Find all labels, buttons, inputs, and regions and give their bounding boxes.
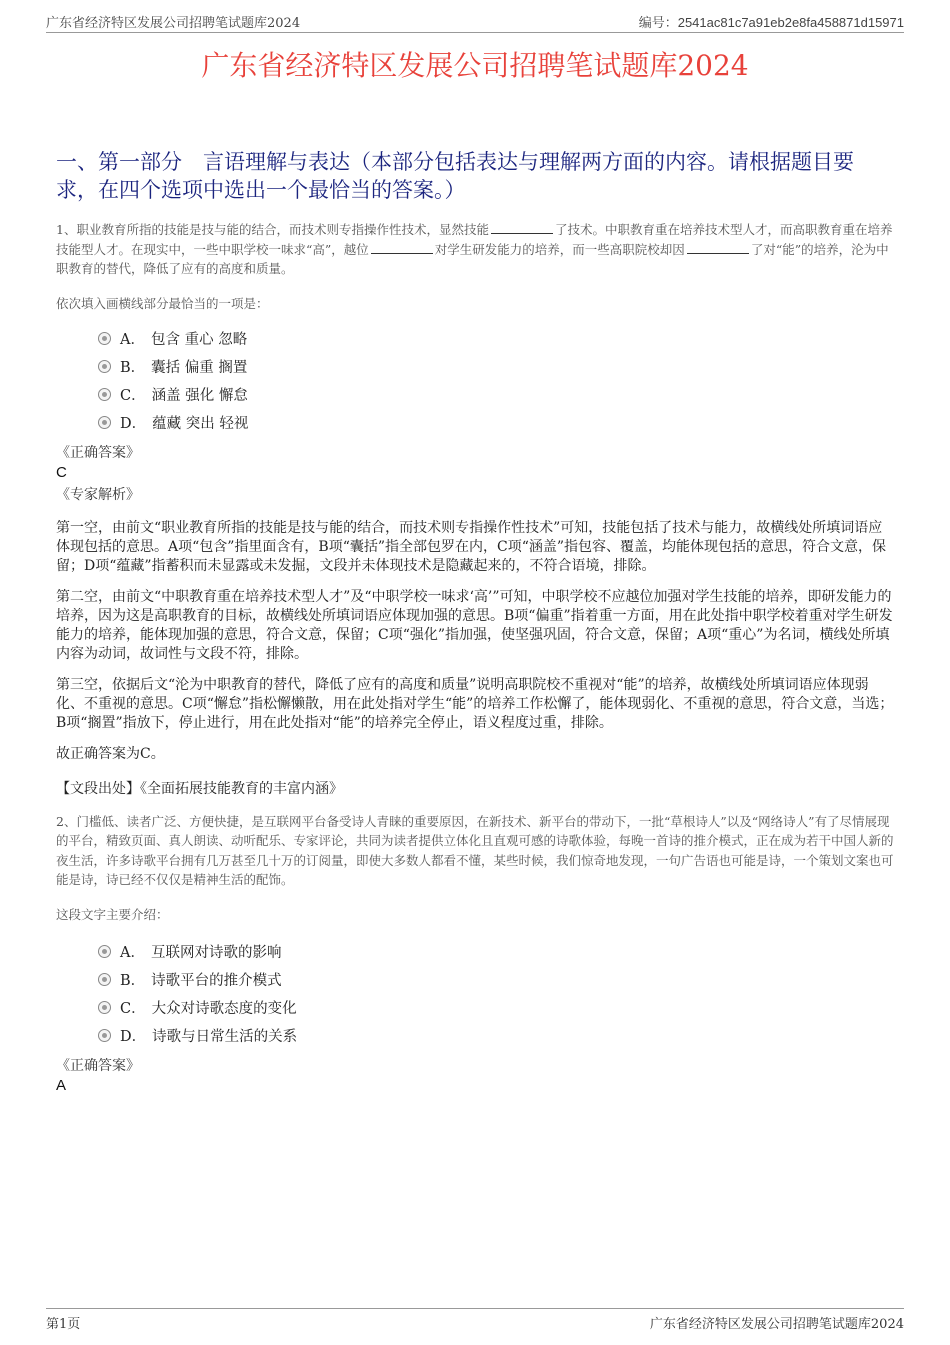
radio-icon[interactable]	[98, 388, 111, 401]
q1-analysis-conclusion: 故正确答案为C。	[56, 745, 165, 762]
q1-answer-value: C	[56, 463, 67, 481]
question-2-prompt: 这段文字主要介绍：	[56, 906, 169, 922]
option-letter: D．	[120, 1029, 147, 1045]
option-letter: B．	[120, 360, 146, 376]
q1-text-part-1: 1、职业教育所指的技能是技与能的结合，而技术则专指操作性技术，显然技能	[56, 222, 489, 237]
q2-answer-value: A	[56, 1076, 67, 1094]
q2-answer-label: 《正确答案》	[56, 1057, 140, 1074]
q1-analysis-para-2: 第二空，由前文“中职教育重在培养技术型人才”及“中职学校一味求‘高’”可知，中职学校不应越位加强对学生技能的培养，即研发能力的培养，因为这是高职教育的目标，故横线处所填词语应体现加强的意思。B项“偏重”指着重一方面，用在此处指中职学校着重对学生研发能力的培养，能体现加强的意思，符合文意，保留；C项“强化”指加强，使坚强巩固，符合文意，保留；A项“重心”为名词，横线处所填内容为动词，故词性与文段不符，排除。	[56, 588, 893, 662]
radio-icon[interactable]	[98, 1001, 111, 1014]
main-content	[56, 220, 894, 1096]
q1-blank-2	[371, 241, 433, 254]
q1-option-b[interactable]	[98, 353, 894, 381]
option-text: 诗歌与日常生活的关系	[152, 1029, 298, 1045]
option-text: 互联网对诗歌的影响	[150, 945, 282, 961]
q1-text-part-3: 对学生研发能力的培养，而一些高职院校却因	[434, 241, 685, 257]
radio-icon[interactable]	[98, 945, 111, 958]
header-doc-code	[639, 12, 904, 31]
page-title: 广东省经济特区发展公司招聘笔试题库2024	[201, 49, 749, 82]
radio-icon[interactable]	[98, 360, 111, 373]
radio-icon[interactable]	[98, 973, 111, 986]
q1-option-d[interactable]	[98, 409, 894, 437]
q1-source: 【文段出处】《全面拓展技能教育的丰富内涵》	[56, 780, 343, 797]
option-text: 大众对诗歌态度的变化	[151, 1001, 297, 1017]
option-text: 蕴藏 突出 轻视	[152, 416, 249, 432]
q1-analysis-para-1: 第一空，由前文“职业教育所指的技能是技与能的结合，而技术则专指操作性技术”可知，技能包括了技术与能力，故横线处所填词语应体现包括的意思。A项“包含”指里面含有，B项“囊括”指全部包罗在内，C项“涵盖”指包容、覆盖，均能体现包括的意思，符合文意，保留；D项“蕴藏”指蓄积而未显露或未发掘，文段并未体现技术是隐藏起来的，不符合语境，排除。	[56, 519, 887, 574]
question-1-prompt: 依次填入画横线部分最恰当的一项是：	[56, 295, 269, 311]
radio-icon[interactable]	[98, 332, 111, 345]
radio-icon[interactable]	[98, 1029, 111, 1042]
footer-divider	[46, 1308, 904, 1309]
option-letter: B．	[120, 973, 146, 989]
option-text: 包含 重心 忽略	[150, 332, 248, 348]
q2-option-c[interactable]	[98, 994, 894, 1022]
section-heading: 一、第一部分 言语理解与表达（本部分包括表达与理解两方面的内容。请根据题目要求，在四个选项中选出一个最恰当的答案。）	[56, 150, 854, 202]
header-code-label: 编号：	[638, 16, 678, 31]
q1-blank-3	[687, 241, 749, 254]
header-code-value: 2541ac81c7a91eb2e8fa458871d15971	[677, 15, 904, 30]
question-2-text: 2、门槛低、读者广泛、方便快捷，是互联网平台备受诗人青睐的重要原因，在新技术、新平台的带动下，一批“草根诗人”以及“网络诗人”有了尽情展现的平台，精致页面、真人朗读、动听配乐、专家评论，共同为读者提供立体化且直观可感的诗歌体验，每晚一首诗的推介模式，正在成为若干中国人新的夜生活，许多诗歌平台拥有几万甚至几十万的订阅量，即使大多数人都看不懂，某些时候，我们惊奇地发现，一句广告语也可能是诗，一个策划文案也可能是诗，诗已经不仅仅是精神生活的配饰。	[56, 813, 894, 887]
radio-icon[interactable]	[98, 416, 111, 429]
q1-option-c[interactable]	[98, 381, 894, 409]
option-letter: D．	[120, 416, 147, 432]
question-2-options	[98, 938, 894, 1050]
q1-text-part-2: 了技术。中职教育重在培养技术型人才，而高职教育重在培养技能型人才。在现实中，一些中职学校一味求“高”，越位	[56, 222, 893, 257]
option-letter: A．	[120, 332, 145, 348]
option-letter: C．	[120, 388, 146, 404]
q1-answer-label: 《正确答案》	[56, 444, 140, 461]
footer-page-number: 第1页	[46, 1317, 81, 1332]
q2-option-b[interactable]	[98, 966, 894, 994]
header-doc-title: 广东省经济特区发展公司招聘笔试题库2024	[46, 16, 301, 31]
q1-blank-1	[491, 221, 553, 234]
footer-doc-title: 广东省经济特区发展公司招聘笔试题库2024	[649, 1317, 904, 1332]
option-letter: C．	[120, 1001, 146, 1017]
question-1-options	[98, 325, 894, 437]
option-letter: A．	[120, 945, 145, 961]
q2-option-d[interactable]	[98, 1022, 894, 1050]
option-text: 囊括 偏重 搁置	[151, 360, 248, 376]
q1-analysis-label: 《专家解析》	[56, 486, 140, 503]
question-1-text	[56, 220, 894, 279]
q1-option-a[interactable]	[98, 325, 894, 353]
q1-text-part-4: 了对“能”的培养，沦为中职教育的替代，降低了应有的高度和质量。	[56, 241, 889, 276]
q2-option-a[interactable]	[98, 938, 894, 966]
q1-analysis-para-3: 第三空，依据后文“沦为中职教育的替代，降低了应有的高度和质量”说明高职院校不重视对“能”的培养，故横线处所填词语应体现弱化、不重视的意思。C项“懈怠”指松懈懒散，用在此处指对学生“能”的培养工作松懈了，能体现弱化、不重视的意思，符合文意，当选；B项“搁置”指放下，停止进行，用在此处指对“能”的培养完全停止，语义程度过重，排除。	[56, 676, 894, 731]
header-divider	[46, 32, 904, 33]
option-text: 涵盖 强化 懈怠	[151, 388, 248, 404]
option-text: 诗歌平台的推介模式	[151, 973, 282, 989]
